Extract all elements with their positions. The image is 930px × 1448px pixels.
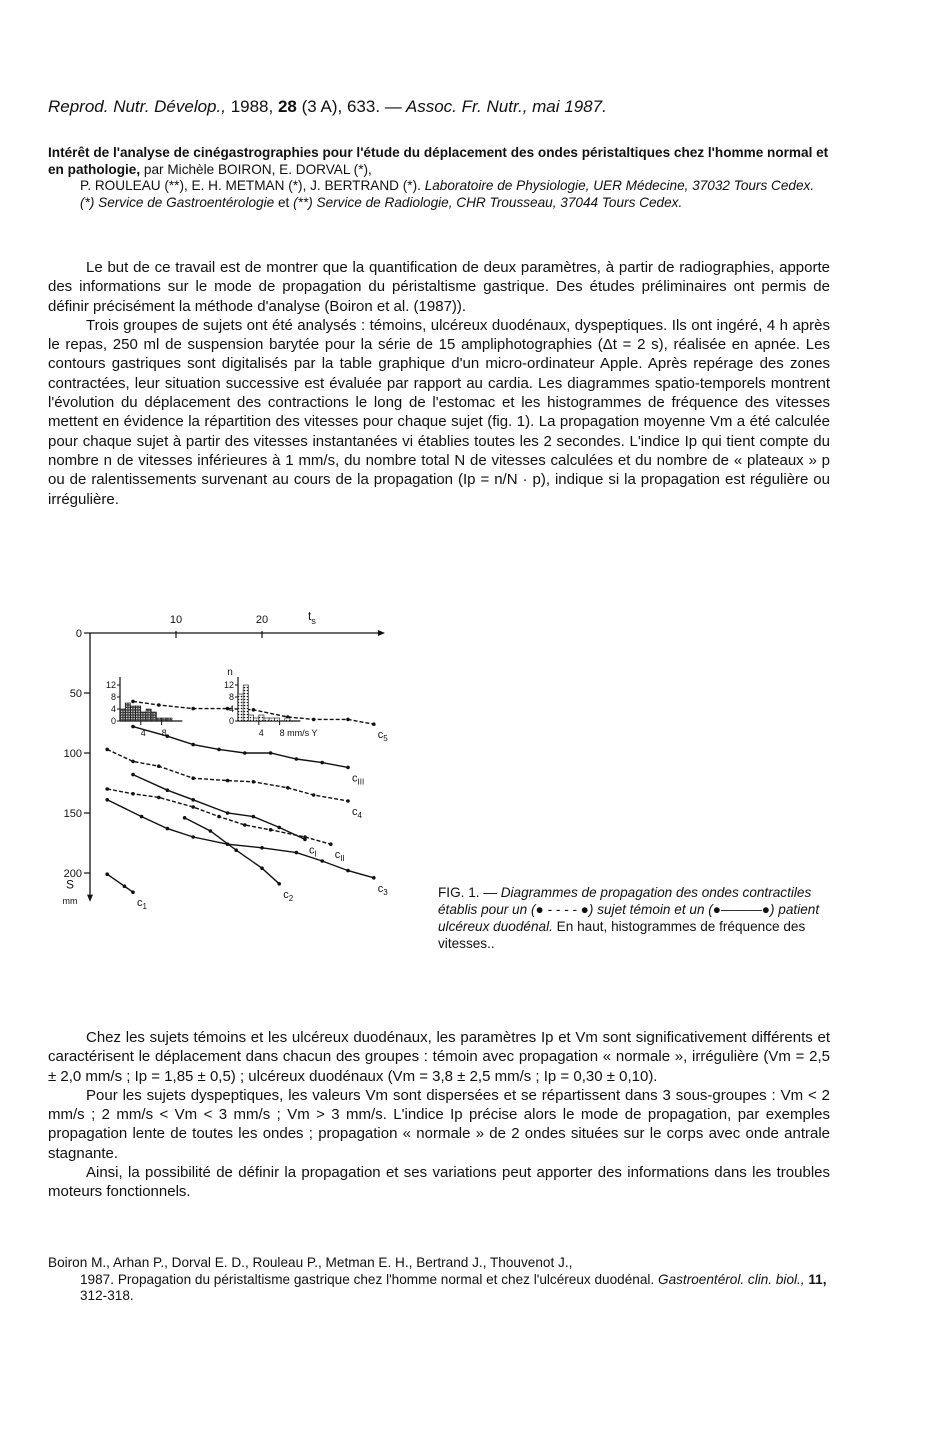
series-point-cII xyxy=(329,842,333,846)
hist-1-bar xyxy=(146,709,151,721)
journal-year: 1988, xyxy=(230,97,274,116)
series-label-sub-c5: 5 xyxy=(383,734,388,744)
series-point-c1 xyxy=(123,884,127,888)
reference-year: 1987. xyxy=(80,1271,115,1287)
hist-2-bar xyxy=(259,715,264,721)
propagation-series xyxy=(105,700,388,912)
series-point-c5 xyxy=(131,700,135,704)
article-title: Intérêt de l'analyse de cinégastrographies pour l'étude du déplacement des ondes péristaltiques chez l'homme normal et en pathologie, xyxy=(48,145,829,177)
paragraph-dyspeptic: Pour les sujets dyspeptiques, les valeurs Vm sont dispersées et se répartissent dans 3 sous-groupes : Vm < 2 mm/s ; 2 mm/s < Vm < 3 mm/s ; Vm > 3 mm/s. L'indice Ip précise alors le mode de propagation, par exemples propagation lente de toutes les ondes ; propagation « normale » de 2 ondes situées sur le corps avec onde antrale stagnante. xyxy=(48,1086,830,1162)
journal-assoc: — Assoc. Fr. Nutr., mai 1987. xyxy=(384,97,607,116)
series-point-c2 xyxy=(277,882,281,886)
x-axis-label-sub: s xyxy=(311,616,316,626)
series-point-c3 xyxy=(295,851,299,855)
series-point-cIII xyxy=(269,751,273,755)
paragraph-results: Chez les sujets témoins et les ulcéreux duodénaux, les paramètres Ip et Vm sont significativement différents et caractérisent le déplacement dans chacun des groupes : témoin avec propagation « normale », irrégulière (Vm = 2,5 ± 2,0 mm/s ; Ip = 1,85 ± 0,5) ; ulcéreux duodénaux (Vm = 3,8 ± 2,5 mm/s ; Ip = 0,30 ± 0,10). xyxy=(48,1029,830,1085)
article-affiliation-2: (**) Service de Radiologie, CHR Trousseau, 37044 Tours Cedex. xyxy=(293,194,683,210)
series-label-c4: $c_4$ xyxy=(352,806,362,820)
series-line-c4 xyxy=(107,749,348,801)
hist-2-bar xyxy=(264,718,269,721)
series-point-c5 xyxy=(252,708,256,712)
series-point-c3 xyxy=(105,798,109,802)
figure-1-svg xyxy=(48,605,428,1005)
series-point-cIII xyxy=(243,751,247,755)
series-point-cI xyxy=(252,815,256,819)
series-label-cII: $c_{II}$ xyxy=(334,849,345,864)
series-point-cIII xyxy=(131,725,135,729)
series-point-c3 xyxy=(320,859,324,863)
series-point-c2 xyxy=(260,866,264,870)
hist-2-bar xyxy=(238,694,243,721)
series-point-c3 xyxy=(191,835,195,839)
hist-2-bar xyxy=(274,718,279,721)
series-point-c5 xyxy=(312,718,316,722)
series-point-c4 xyxy=(286,786,290,790)
paragraph-aim: Le but de ce travail est de montrer que la quantification de deux paramètres, à partir de radiographies, apporte des informations sur le mode de propagation du péristaltisme gastrique. Des études préliminaires ont permis de définir précisément la méthode d'analyse (Boiron et al. (1987)). xyxy=(48,259,830,315)
series-point-c2 xyxy=(209,829,213,833)
hist-1-x-label: 8 xyxy=(161,728,167,738)
x-axis-label: $t_s$ xyxy=(308,609,316,626)
series-label-c5: $c_5$ xyxy=(377,729,388,744)
series-line-c1 xyxy=(107,874,133,892)
article-authors-2: P. ROULEAU (**), E. H. METMAN (*), J. BERTRAND (*). xyxy=(80,178,421,194)
series-point-cI xyxy=(277,826,281,830)
series-point-cII xyxy=(243,823,247,827)
hist-1-y-label: 0 xyxy=(110,716,116,726)
caption-text-1: Diagrammes de propagation des ondes contractiles établis pour un (● - - - - ●) sujet témoin et un (●———●) patient ulcéreux duodénal. xyxy=(438,885,820,934)
series-label-sub-c3: 3 xyxy=(383,887,388,897)
y-tick-label-100: 100 xyxy=(63,748,82,760)
hist-1-bar xyxy=(120,709,125,721)
series-point-c1 xyxy=(131,890,135,894)
reference-authors: Boiron M., Arhan P., Dorval E. D., Rouleau P., Metman E. H., Bertrand J., Thouvenot J., xyxy=(48,1255,573,1270)
hist-1-bar xyxy=(156,718,161,721)
y-tick-label-150: 150 xyxy=(63,808,82,820)
series-label-c2: $c_2$ xyxy=(283,888,294,903)
y-axis-label: S xyxy=(65,877,75,892)
series-point-c5 xyxy=(372,722,376,726)
series-label-cI: $c_I$ xyxy=(309,844,317,859)
intro-text xyxy=(48,258,830,509)
reference-journal: Gastroentérol. clin. biol., xyxy=(658,1271,805,1287)
series-point-cI xyxy=(166,788,170,792)
paragraph-conclusion: Ainsi, la possibilité de définir la propagation et ses variations peut apporter des informations dans les troubles moteurs fonctionnels. xyxy=(48,1164,830,1201)
series-point-c5 xyxy=(157,703,161,707)
series-point-cI xyxy=(226,811,230,815)
hist-1-y-label: 12 xyxy=(105,680,116,690)
series-point-c5 xyxy=(346,718,350,722)
series-point-c3 xyxy=(140,815,144,819)
series-point-cII xyxy=(269,828,273,832)
hist-2-bar xyxy=(269,718,274,721)
y-tick-label-50: 50 xyxy=(69,688,82,700)
reference-title: Propagation du péristaltisme gastrique chez l'homme normal et chez l'ulcéreux duodénal. xyxy=(117,1271,655,1287)
article-header xyxy=(48,145,830,211)
series-point-c2 xyxy=(234,848,238,852)
series-point-c3 xyxy=(260,846,264,850)
series-label-c1: $c_1$ xyxy=(137,897,147,912)
hist-2-y-label: 4 xyxy=(228,704,234,714)
series-line-c3 xyxy=(107,800,374,878)
hist-2-ylabel: n xyxy=(227,667,233,678)
series-point-c4 xyxy=(157,764,161,768)
diagram-axes xyxy=(63,609,386,906)
article-authors-1: par Michèle BOIRON, E. DORVAL (*), xyxy=(143,161,372,177)
hist-1-y-label: 4 xyxy=(110,704,116,714)
series-label-sub-c1: 1 xyxy=(142,902,147,912)
series-point-c5 xyxy=(191,707,195,711)
journal-name: Reprod. Nutr. Dévelop., xyxy=(48,97,226,116)
hist-2-x-label: 4 xyxy=(258,728,264,738)
series-point-c4 xyxy=(131,760,135,764)
hist-2-bar xyxy=(285,718,290,721)
series-point-c2 xyxy=(183,816,187,820)
series-label-sub-cIII: III xyxy=(357,777,365,787)
series-point-cIII xyxy=(346,766,350,770)
x-tick-label-10: 10 xyxy=(169,614,183,626)
series-point-cI xyxy=(191,798,195,802)
hist-1-bar xyxy=(162,718,167,721)
hist-1-bar xyxy=(130,706,135,721)
series-point-c4 xyxy=(105,748,109,752)
hist-2-bar xyxy=(248,715,253,721)
series-point-cII xyxy=(157,796,161,800)
series-point-c4 xyxy=(312,793,316,797)
series-point-cI xyxy=(303,838,307,842)
hist-1-bar xyxy=(125,703,130,721)
reference xyxy=(48,1255,830,1305)
hist-1-bar xyxy=(151,712,156,721)
x-tick-label-20: 20 xyxy=(255,614,269,626)
series-label-cIII: $c_{III}$ xyxy=(352,772,365,787)
figure-1 xyxy=(48,605,428,1005)
hist-2-y-label: 12 xyxy=(223,680,234,690)
caption-text-2: En haut, histogrammes de fréquence des vitesses.. xyxy=(438,919,806,951)
series-label-sub-cI: I xyxy=(314,849,317,859)
figure-caption xyxy=(438,884,828,952)
series-point-c4 xyxy=(191,776,195,780)
series-point-c3 xyxy=(346,869,350,873)
series-line-c2 xyxy=(185,818,280,884)
series-line-cI xyxy=(133,775,305,840)
series-point-c4 xyxy=(226,779,230,783)
hist-1-bar xyxy=(141,712,146,721)
paragraph-methods: Trois groupes de sujets ont été analysés : témoins, ulcéreux duodénaux, dyspeptiques. Ils ont ingéré, 4 h après le repas, 250 ml de suspension barytée pour la série de 15 ampliphotographies (Δt = 2 s), réalisée en apnée. Les contours gastriques sont digitalisés par la table graphique d'un micro-ordinateur Apple. Après repérage des zones contractées, leur situation successive est évaluée par rapport au cardia. Les diagrammes spatio-temporels montrent l'évolution du déplacement des contractions le long de l'estomac et les histogrammes de fréquence des vitesses mettent en évidence la répartition des vitesses pour chaque sujet (fig. 1). La propagation moyenne Vm a été calculée pour chaque sujet à partir des vitesses instantanées vi établies toutes les 2 secondes. L'indice Ip qui tient compte du nombre n de vitesses inférieures à 1 mm/s, du nombre total N de vitesses calculées et du nombre de « plateaux » p ou de ralentissements survenant au cours de la propagation (Ip = n/N · p), indique si la propagation est régulière ou irrégulière. xyxy=(48,316,830,508)
hist-1-bar xyxy=(136,706,141,721)
series-point-cIII xyxy=(191,743,195,747)
results-text xyxy=(48,1028,830,1202)
hist-2-bar xyxy=(254,718,259,721)
series-point-c1 xyxy=(105,872,109,876)
series-point-c3 xyxy=(166,827,170,831)
hist-1-bar xyxy=(167,718,172,721)
series-point-cI xyxy=(131,773,135,777)
series-label-sub-c4: 4 xyxy=(357,811,362,820)
series-label-sub-cII: II xyxy=(340,854,345,864)
series-point-c4 xyxy=(346,799,350,803)
hist-2-bar xyxy=(243,685,248,721)
hist-1-y-label: 8 xyxy=(110,692,116,702)
series-label-sub-c2: 2 xyxy=(288,893,294,903)
series-point-c3 xyxy=(372,876,376,880)
series-point-cII xyxy=(131,792,135,796)
y-tick-label-200: 200 xyxy=(63,868,82,880)
series-point-cIII xyxy=(320,761,324,765)
journal-issue: (3 A), 633. xyxy=(301,97,381,116)
hist-2-y-label: 0 xyxy=(228,716,234,726)
article-affiliation-et: et xyxy=(277,194,290,210)
series-point-cII xyxy=(217,815,221,819)
y-tick-label-0: 0 xyxy=(75,628,82,640)
article-affiliation: Laboratoire de Physiologie, UER Médecine, 37032 Tours Cedex. (*) Service de Gastroentérologie xyxy=(80,178,815,210)
series-point-cII xyxy=(191,805,195,809)
reference-volume: 11, xyxy=(808,1271,827,1287)
journal-volume: 28 xyxy=(277,97,297,116)
reference-pages: 312-318. xyxy=(80,1288,134,1304)
y-axis-unit: mm xyxy=(62,896,78,907)
series-label-c3: $c_3$ xyxy=(377,882,388,897)
hist-2-y-label: 8 xyxy=(228,692,234,702)
series-point-cII xyxy=(105,787,109,791)
journal-citation xyxy=(48,97,888,117)
distance-axis-arrow xyxy=(87,895,93,902)
series-point-cIII xyxy=(217,748,221,752)
series-point-c4 xyxy=(252,780,256,784)
time-axis-arrow xyxy=(378,630,385,636)
hist-1-x-label: 4 xyxy=(140,728,146,738)
hist-2-x-label: 8 mm/s Y xyxy=(279,728,318,738)
caption-label: FIG. 1. — xyxy=(438,885,497,900)
series-point-cIII xyxy=(295,757,299,761)
